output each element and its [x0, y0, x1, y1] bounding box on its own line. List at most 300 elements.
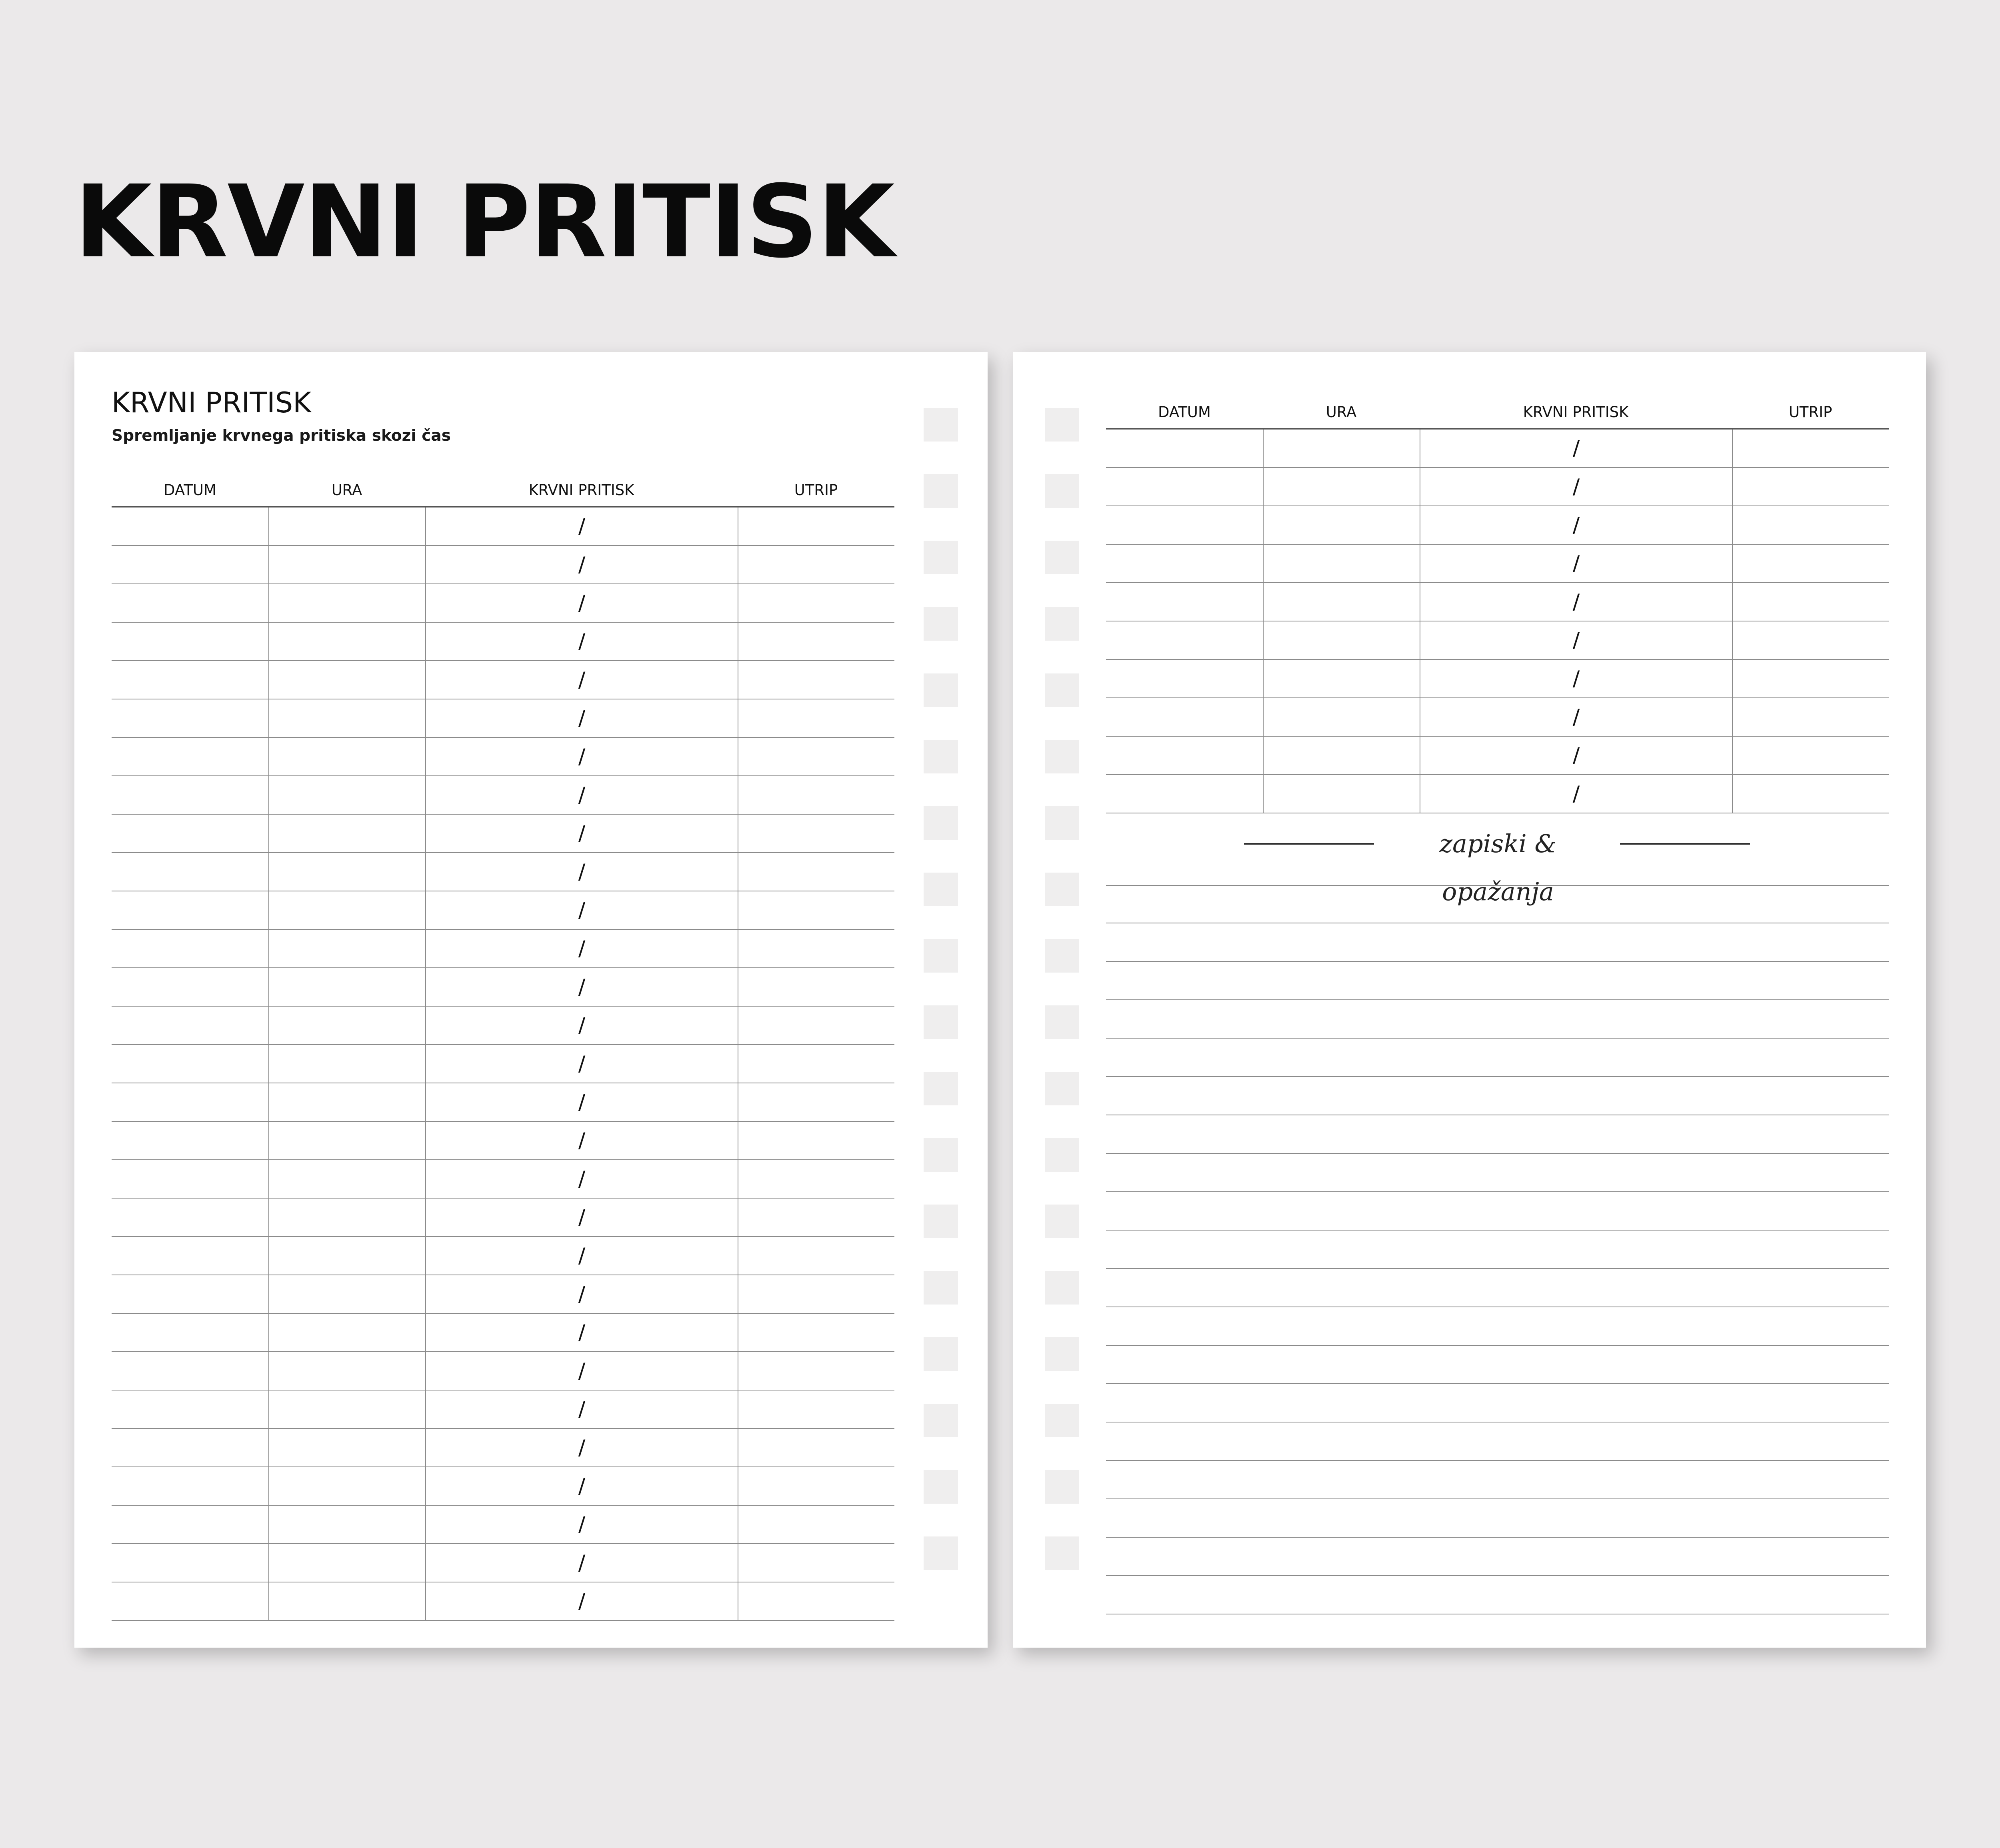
pulse-cell[interactable]: [738, 1314, 894, 1351]
time-cell[interactable]: [268, 776, 425, 814]
table-body: [1106, 430, 1889, 813]
notes-lines: [1106, 885, 1889, 1614]
pulse-cell[interactable]: [738, 853, 894, 891]
blood-pressure-cell[interactable]: [425, 815, 738, 852]
page-subtitle: Spremljanje krvnega pritiska skozi čas: [112, 427, 451, 445]
checkbox[interactable]: [1045, 873, 1079, 906]
table-row: [112, 968, 894, 1007]
blood-pressure-cell[interactable]: [1420, 660, 1732, 697]
pressure-separator: /: [1572, 551, 1580, 575]
pressure-separator: /: [1572, 782, 1580, 806]
blood-pressure-cell[interactable]: [425, 1352, 738, 1390]
table-row: [1106, 621, 1889, 660]
note-line[interactable]: [1106, 1039, 1889, 1077]
date-cell[interactable]: [1106, 621, 1263, 659]
table-row: [112, 1314, 894, 1352]
pressure-separator: /: [1572, 743, 1580, 767]
time-cell[interactable]: [1263, 775, 1420, 813]
checkbox[interactable]: [924, 806, 958, 840]
notes-divider-left: [1244, 843, 1374, 845]
checkbox[interactable]: [924, 474, 958, 508]
table-row: [112, 891, 894, 930]
time-cell[interactable]: [268, 853, 425, 891]
date-cell[interactable]: [112, 1045, 268, 1083]
checkbox[interactable]: [1045, 1271, 1079, 1305]
pulse-cell[interactable]: [738, 1199, 894, 1236]
blood-pressure-cell[interactable]: [425, 1083, 738, 1121]
table-row: [1106, 545, 1889, 583]
date-cell[interactable]: [112, 584, 268, 622]
table-row: [112, 1275, 894, 1314]
checkbox[interactable]: [1045, 1205, 1079, 1238]
time-cell[interactable]: [1263, 430, 1420, 467]
date-cell[interactable]: [112, 853, 268, 891]
table-row: [112, 699, 894, 738]
blood-pressure-cell[interactable]: [425, 1314, 738, 1351]
main-title: KRVNI PRITISK: [74, 164, 894, 280]
table-row: [112, 1390, 894, 1429]
pulse-cell[interactable]: [1732, 468, 1889, 505]
blood-pressure-cell[interactable]: [425, 891, 738, 929]
pulse-cell[interactable]: [738, 1275, 894, 1313]
date-cell[interactable]: [112, 1160, 268, 1198]
table-row: [1106, 698, 1889, 737]
pressure-separator: /: [578, 1359, 586, 1383]
table-row: [112, 815, 894, 853]
pressure-separator: /: [1572, 628, 1580, 652]
checkbox[interactable]: [924, 1271, 958, 1305]
table-row: [112, 1007, 894, 1045]
date-cell[interactable]: [1106, 660, 1263, 697]
date-cell[interactable]: [112, 546, 268, 583]
pressure-separator: /: [578, 898, 586, 922]
time-cell[interactable]: [268, 1352, 425, 1390]
time-cell[interactable]: [268, 699, 425, 737]
pulse-cell[interactable]: [738, 1582, 894, 1620]
time-cell[interactable]: [1263, 621, 1420, 659]
pulse-cell[interactable]: [738, 546, 894, 583]
pulse-cell[interactable]: [738, 507, 894, 545]
blood-pressure-cell[interactable]: [1420, 583, 1732, 621]
blood-pressure-cell[interactable]: [425, 930, 738, 967]
pulse-cell[interactable]: [738, 1122, 894, 1159]
pulse-cell[interactable]: [738, 891, 894, 929]
pressure-separator: /: [578, 1244, 586, 1268]
checkbox[interactable]: [924, 1205, 958, 1238]
blood-pressure-cell[interactable]: [425, 1429, 738, 1466]
date-cell[interactable]: [112, 699, 268, 737]
pressure-separator: /: [578, 860, 586, 884]
table-row: [112, 1506, 894, 1544]
table-row: [112, 1582, 894, 1621]
note-line[interactable]: [1106, 1192, 1889, 1231]
checkbox[interactable]: [1045, 1337, 1079, 1371]
time-cell[interactable]: [1263, 468, 1420, 505]
time-cell[interactable]: [268, 968, 425, 1006]
table-row: [1106, 506, 1889, 545]
date-cell[interactable]: [112, 1007, 268, 1044]
blood-pressure-cell[interactable]: [425, 1544, 738, 1582]
checkbox[interactable]: [1045, 541, 1079, 574]
checkbox[interactable]: [924, 1404, 958, 1437]
blood-pressure-cell[interactable]: [1420, 698, 1732, 736]
pressure-separator: /: [578, 1052, 586, 1076]
checkbox[interactable]: [1045, 1072, 1079, 1105]
date-cell[interactable]: [112, 1352, 268, 1390]
blood-pressure-cell[interactable]: [425, 1045, 738, 1083]
date-cell[interactable]: [112, 1390, 268, 1428]
checkbox[interactable]: [1045, 1536, 1079, 1570]
column-header-blood-pressure: KRVNI PRITISK: [528, 481, 634, 499]
date-cell[interactable]: [112, 1582, 268, 1620]
time-cell[interactable]: [1263, 545, 1420, 582]
date-cell[interactable]: [112, 1199, 268, 1236]
time-cell[interactable]: [268, 1429, 425, 1466]
blood-pressure-cell[interactable]: [1420, 545, 1732, 582]
time-cell[interactable]: [268, 507, 425, 545]
pressure-separator: /: [1572, 667, 1580, 691]
checkbox[interactable]: [924, 740, 958, 773]
pressure-separator: /: [578, 591, 586, 615]
table-row: [112, 1467, 894, 1506]
pulse-cell[interactable]: [738, 738, 894, 775]
column-header-blood-pressure: KRVNI PRITISK: [1523, 404, 1629, 421]
checkbox[interactable]: [924, 1005, 958, 1039]
checkbox[interactable]: [1045, 474, 1079, 508]
pressure-separator: /: [578, 1397, 586, 1421]
pulse-cell[interactable]: [738, 1160, 894, 1198]
right-page: [1013, 352, 1926, 1648]
pulse-cell[interactable]: [738, 1045, 894, 1083]
pulse-cell[interactable]: [1732, 430, 1889, 467]
pressure-separator: /: [1572, 590, 1580, 614]
time-cell[interactable]: [268, 738, 425, 775]
pulse-cell[interactable]: [738, 930, 894, 967]
blood-pressure-cell[interactable]: [425, 1390, 738, 1428]
pulse-cell[interactable]: [738, 1007, 894, 1044]
blood-pressure-cell[interactable]: [425, 1199, 738, 1236]
blood-pressure-cell[interactable]: [425, 546, 738, 583]
time-cell[interactable]: [268, 815, 425, 852]
time-cell[interactable]: [268, 1160, 425, 1198]
blood-pressure-cell[interactable]: [425, 738, 738, 775]
date-cell[interactable]: [112, 815, 268, 852]
note-line[interactable]: [1106, 1000, 1889, 1039]
pressure-separator: /: [578, 1436, 586, 1460]
pulse-cell[interactable]: [738, 1390, 894, 1428]
table-row: [112, 930, 894, 968]
blood-pressure-cell[interactable]: [425, 1122, 738, 1159]
time-cell[interactable]: [268, 1007, 425, 1044]
time-cell[interactable]: [268, 661, 425, 699]
blood-pressure-cell[interactable]: [425, 699, 738, 737]
checkbox[interactable]: [924, 607, 958, 641]
pulse-cell[interactable]: [1732, 545, 1889, 582]
notes-title: zapiski & opažanja: [1439, 829, 1557, 906]
table-row: [1106, 583, 1889, 621]
time-cell[interactable]: [268, 1506, 425, 1543]
column-header-pulse: UTRIP: [1788, 404, 1832, 421]
pulse-cell[interactable]: [738, 623, 894, 660]
pulse-cell[interactable]: [738, 776, 894, 814]
date-cell[interactable]: [1106, 468, 1263, 505]
table-header: [112, 474, 894, 507]
date-cell[interactable]: [112, 1237, 268, 1275]
table-row: [1106, 660, 1889, 698]
pressure-separator: /: [578, 745, 586, 769]
checkbox[interactable]: [924, 1072, 958, 1105]
checkbox[interactable]: [924, 939, 958, 973]
time-cell[interactable]: [268, 584, 425, 622]
time-cell[interactable]: [268, 930, 425, 967]
time-cell[interactable]: [1263, 698, 1420, 736]
table-row: [1106, 468, 1889, 506]
checkbox[interactable]: [1045, 1138, 1079, 1172]
blood-pressure-cell[interactable]: [425, 853, 738, 891]
blood-pressure-log-table: [1106, 396, 1889, 813]
column-header-pulse: UTRIP: [794, 481, 838, 499]
time-cell[interactable]: [268, 1045, 425, 1083]
date-cell[interactable]: [112, 1275, 268, 1313]
blood-pressure-cell[interactable]: [425, 661, 738, 699]
note-line[interactable]: [1106, 1422, 1889, 1461]
note-line[interactable]: [1106, 1576, 1889, 1614]
pressure-separator: /: [578, 975, 586, 999]
pulse-cell[interactable]: [738, 1506, 894, 1543]
pressure-separator: /: [578, 821, 586, 845]
time-cell[interactable]: [268, 1237, 425, 1275]
note-line[interactable]: [1106, 1538, 1889, 1576]
table-row: [112, 738, 894, 776]
note-line[interactable]: [1106, 962, 1889, 1000]
blood-pressure-cell[interactable]: [1420, 775, 1732, 813]
table-row: [1106, 775, 1889, 813]
date-cell[interactable]: [112, 1467, 268, 1505]
blood-pressure-cell[interactable]: [425, 623, 738, 660]
time-cell[interactable]: [1263, 506, 1420, 544]
time-cell[interactable]: [268, 1122, 425, 1159]
table-row: [112, 661, 894, 699]
date-cell[interactable]: [112, 776, 268, 814]
time-cell[interactable]: [268, 1467, 425, 1505]
date-cell[interactable]: [112, 930, 268, 967]
date-cell[interactable]: [1106, 775, 1263, 813]
note-line[interactable]: [1106, 1307, 1889, 1346]
blood-pressure-cell[interactable]: [425, 1237, 738, 1275]
note-line[interactable]: [1106, 885, 1889, 923]
time-cell[interactable]: [1263, 583, 1420, 621]
checkbox-column: [1045, 408, 1079, 1603]
checkbox[interactable]: [1045, 1005, 1079, 1039]
date-cell[interactable]: [1106, 583, 1263, 621]
pulse-cell[interactable]: [738, 1429, 894, 1466]
time-cell[interactable]: [1263, 660, 1420, 697]
pulse-cell[interactable]: [1732, 698, 1889, 736]
table-row: [112, 1237, 894, 1275]
note-line[interactable]: [1106, 1499, 1889, 1538]
pulse-cell[interactable]: [738, 1352, 894, 1390]
checkbox[interactable]: [924, 541, 958, 574]
date-cell[interactable]: [112, 891, 268, 929]
date-cell[interactable]: [1106, 506, 1263, 544]
time-cell[interactable]: [268, 1275, 425, 1313]
checkbox[interactable]: [924, 673, 958, 707]
date-cell[interactable]: [112, 1506, 268, 1543]
note-line[interactable]: [1106, 1154, 1889, 1192]
note-line[interactable]: [1106, 1461, 1889, 1499]
table-row: [112, 546, 894, 584]
date-cell[interactable]: [112, 1083, 268, 1121]
date-cell[interactable]: [112, 968, 268, 1006]
date-cell[interactable]: [112, 507, 268, 545]
pressure-separator: /: [1572, 436, 1580, 460]
blood-pressure-cell[interactable]: [1420, 621, 1732, 659]
notes-divider-right: [1620, 843, 1750, 845]
date-cell[interactable]: [112, 1429, 268, 1466]
date-cell[interactable]: [112, 1122, 268, 1159]
pulse-cell[interactable]: [738, 699, 894, 737]
pressure-separator: /: [578, 1551, 586, 1575]
blood-pressure-cell[interactable]: [425, 584, 738, 622]
pressure-separator: /: [578, 1205, 586, 1229]
pulse-cell[interactable]: [738, 661, 894, 699]
table-row: [112, 1045, 894, 1083]
checkbox[interactable]: [924, 873, 958, 906]
pulse-cell[interactable]: [738, 584, 894, 622]
note-line[interactable]: [1106, 1231, 1889, 1269]
pressure-separator: /: [578, 1167, 586, 1191]
checkbox[interactable]: [1045, 673, 1079, 707]
checkbox[interactable]: [1045, 939, 1079, 973]
checkbox[interactable]: [1045, 408, 1079, 442]
blood-pressure-cell[interactable]: [425, 1275, 738, 1313]
pulse-cell[interactable]: [738, 1467, 894, 1505]
table-row: [112, 1160, 894, 1199]
pressure-separator: /: [578, 1589, 586, 1613]
table-row: [112, 776, 894, 815]
pressure-separator: /: [578, 706, 586, 730]
checkbox[interactable]: [1045, 806, 1079, 840]
notes-header: [1106, 820, 1889, 906]
pressure-separator: /: [578, 783, 586, 807]
time-cell[interactable]: [268, 891, 425, 929]
pulse-cell[interactable]: [738, 1237, 894, 1275]
date-cell[interactable]: [1106, 430, 1263, 467]
pulse-cell[interactable]: [1732, 775, 1889, 813]
time-cell[interactable]: [268, 1199, 425, 1236]
pressure-separator: /: [1572, 513, 1580, 537]
blood-pressure-cell[interactable]: [425, 776, 738, 814]
checkbox[interactable]: [924, 1337, 958, 1371]
pulse-cell[interactable]: [738, 815, 894, 852]
checkbox[interactable]: [924, 1138, 958, 1172]
date-cell[interactable]: [112, 623, 268, 660]
checkbox[interactable]: [924, 1536, 958, 1570]
time-cell[interactable]: [268, 623, 425, 660]
note-line[interactable]: [1106, 923, 1889, 962]
pulse-cell[interactable]: [1732, 621, 1889, 659]
left-page: [74, 352, 988, 1648]
time-cell[interactable]: [268, 546, 425, 583]
table-body: [112, 507, 894, 1621]
table-row: [112, 853, 894, 891]
date-cell[interactable]: [112, 1314, 268, 1351]
blood-pressure-cell[interactable]: [425, 507, 738, 545]
checkbox[interactable]: [1045, 1470, 1079, 1504]
pressure-separator: /: [578, 1512, 586, 1536]
date-cell[interactable]: [1106, 545, 1263, 582]
date-cell[interactable]: [112, 1544, 268, 1582]
date-cell[interactable]: [112, 661, 268, 699]
note-line[interactable]: [1106, 1115, 1889, 1154]
blood-pressure-cell[interactable]: [1420, 737, 1732, 774]
blood-pressure-cell[interactable]: [1420, 430, 1732, 467]
pulse-cell[interactable]: [1732, 506, 1889, 544]
blood-pressure-cell[interactable]: [425, 1506, 738, 1543]
time-cell[interactable]: [268, 1083, 425, 1121]
pressure-separator: /: [1572, 475, 1580, 499]
time-cell[interactable]: [1263, 737, 1420, 774]
date-cell[interactable]: [1106, 737, 1263, 774]
table-row: [112, 1199, 894, 1237]
column-header-time: URA: [331, 481, 362, 499]
pulse-cell[interactable]: [738, 968, 894, 1006]
page-title: KRVNI PRITISK: [112, 386, 312, 419]
pressure-separator: /: [578, 1013, 586, 1037]
pressure-separator: /: [578, 514, 586, 538]
pulse-cell[interactable]: [1732, 583, 1889, 621]
pulse-cell[interactable]: [1732, 737, 1889, 774]
pressure-separator: /: [578, 629, 586, 653]
time-cell[interactable]: [268, 1544, 425, 1582]
table-row: [112, 584, 894, 623]
table-row: [1106, 430, 1889, 468]
checkbox[interactable]: [924, 408, 958, 442]
checkbox-column: [924, 408, 958, 1603]
table-header: [1106, 396, 1889, 430]
blood-pressure-cell[interactable]: [425, 1160, 738, 1198]
blood-pressure-cell[interactable]: [1420, 468, 1732, 505]
note-line[interactable]: [1106, 1346, 1889, 1384]
table-row: [1106, 737, 1889, 775]
time-cell[interactable]: [268, 1582, 425, 1620]
checkbox[interactable]: [1045, 1404, 1079, 1437]
pulse-cell[interactable]: [738, 1083, 894, 1121]
note-line[interactable]: [1106, 1269, 1889, 1307]
column-header-date: DATUM: [164, 481, 216, 499]
note-line[interactable]: [1106, 1077, 1889, 1115]
time-cell[interactable]: [268, 1314, 425, 1351]
time-cell[interactable]: [268, 1390, 425, 1428]
pressure-separator: /: [578, 1090, 586, 1114]
pulse-cell[interactable]: [1732, 660, 1889, 697]
pressure-separator: /: [578, 553, 586, 577]
note-line[interactable]: [1106, 1384, 1889, 1422]
checkbox[interactable]: [1045, 607, 1079, 641]
blood-pressure-cell[interactable]: [425, 1582, 738, 1620]
blood-pressure-cell[interactable]: [425, 968, 738, 1006]
pulse-cell[interactable]: [738, 1544, 894, 1582]
blood-pressure-cell[interactable]: [1420, 506, 1732, 544]
date-cell[interactable]: [112, 738, 268, 775]
date-cell[interactable]: [1106, 698, 1263, 736]
table-row: [112, 1122, 894, 1160]
checkbox[interactable]: [1045, 740, 1079, 773]
blood-pressure-cell[interactable]: [425, 1007, 738, 1044]
blood-pressure-cell[interactable]: [425, 1467, 738, 1505]
checkbox[interactable]: [924, 1470, 958, 1504]
column-header-time: URA: [1326, 404, 1357, 421]
